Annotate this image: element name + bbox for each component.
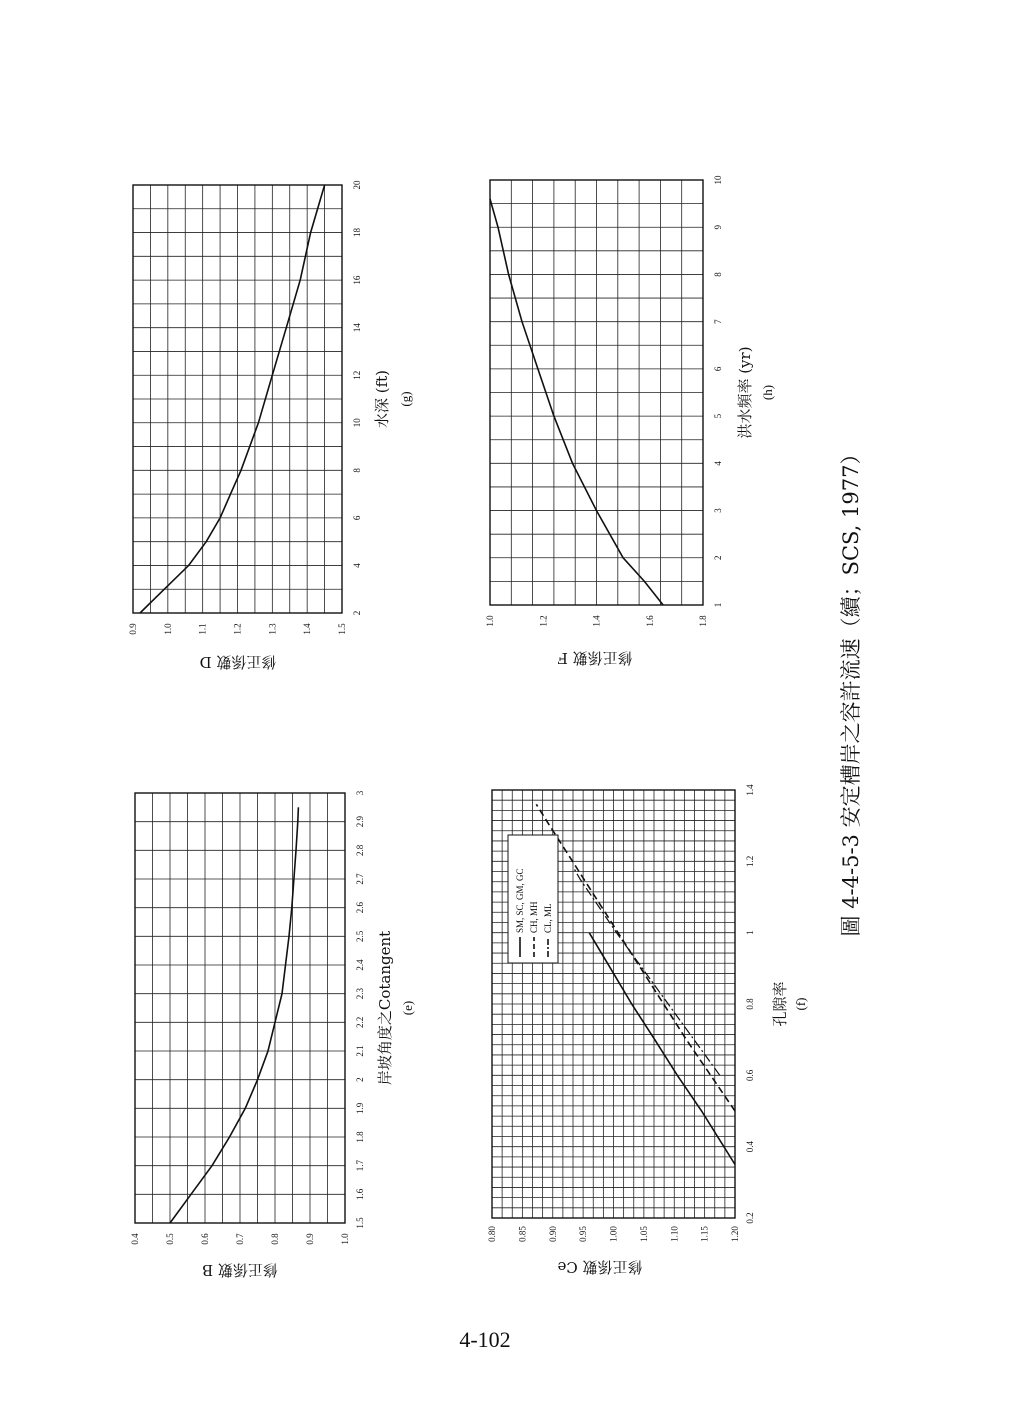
y-tick-label: 1.0 <box>485 615 495 627</box>
y-tick-label: 0.7 <box>235 1233 245 1245</box>
y-tick-label: 0.4 <box>130 1233 140 1245</box>
x-tick-label: 0.2 <box>745 1212 755 1224</box>
legend-entry: SM, SC, GM, GC <box>515 868 525 933</box>
chart-h-grid <box>490 180 703 605</box>
y-tick-label: 1.05 <box>638 1226 649 1242</box>
x-tick-label: 4 <box>713 461 723 466</box>
series-line-f-0 <box>589 933 735 1165</box>
y-tick-label: 1.2 <box>232 623 243 635</box>
x-tick-label: 14 <box>352 323 362 333</box>
figure-caption: 圖 4-4-5-3 安定槽岸之容許流速（續；SCS, 1977） <box>839 443 863 937</box>
legend-entry: CL, ML <box>543 903 553 933</box>
panel-sublabel: (f) <box>793 997 808 1011</box>
y-axis-label: 修正係數 Ce <box>557 1258 643 1276</box>
y-axis-label: 修正係數 D <box>199 653 277 671</box>
x-tick-label: 2 <box>713 555 723 561</box>
x-axis-label: 洪水頻率 (yr) <box>736 346 754 439</box>
legend-entry: CH, MH <box>529 901 539 933</box>
y-tick-label: 0.9 <box>305 1233 315 1245</box>
x-tick-label: 1.8 <box>355 1131 365 1143</box>
y-tick-label: 0.8 <box>270 1233 280 1245</box>
x-tick-label: 18 <box>352 228 362 238</box>
x-tick-label: 1.7 <box>355 1160 365 1172</box>
chart-e <box>130 790 415 1279</box>
x-tick-label: 1.9 <box>355 1102 365 1114</box>
x-tick-label: 0.4 <box>745 1141 755 1153</box>
chart-g <box>128 180 413 671</box>
x-tick-label: 2.7 <box>355 873 365 885</box>
x-tick-label: 1.4 <box>745 784 755 796</box>
y-tick-label: 1.3 <box>267 623 278 635</box>
y-axis-label: 修正係數 F <box>557 649 633 667</box>
y-tick-label: 1.4 <box>302 623 313 635</box>
y-tick-label: 0.5 <box>165 1233 175 1245</box>
y-tick-label: 1.00 <box>608 1226 619 1242</box>
page-number: 4-102 <box>459 1327 511 1352</box>
panel-sublabel: (e) <box>400 1000 415 1016</box>
x-tick-label: 20 <box>352 180 362 190</box>
x-tick-label: 7 <box>713 319 723 324</box>
x-tick-label: 3 <box>713 508 723 513</box>
x-axis-label: 岸坡角度之Cotangent <box>376 930 394 1086</box>
x-tick-label: 8 <box>352 468 362 473</box>
y-tick-label: 0.90 <box>547 1226 558 1242</box>
x-tick-label: 2 <box>355 1077 365 1082</box>
y-tick-label: 1.15 <box>699 1226 710 1242</box>
y-tick-label: 1.20 <box>730 1226 740 1242</box>
x-tick-label: 4 <box>352 563 362 568</box>
y-tick-label: 1.1 <box>197 623 208 635</box>
y-tick-label: 0.80 <box>487 1226 497 1242</box>
legend <box>508 835 558 963</box>
x-tick-label: 6 <box>352 515 362 521</box>
x-tick-label: 8 <box>713 272 723 277</box>
y-tick-label: 1.6 <box>644 615 655 627</box>
x-tick-label: 10 <box>352 418 362 428</box>
x-tick-label: 2.4 <box>355 959 365 971</box>
y-tick-label: 1.10 <box>669 1226 680 1242</box>
y-tick-label: 1.4 <box>591 615 602 627</box>
x-tick-label: 0.8 <box>745 998 755 1010</box>
y-tick-label: 1.0 <box>340 1233 350 1245</box>
x-tick-label: 5 <box>713 413 723 419</box>
x-tick-label: 2.5 <box>355 930 365 942</box>
x-tick-label: 2.9 <box>355 816 365 828</box>
x-tick-label: 1.2 <box>745 855 755 867</box>
x-tick-label: 2 <box>352 610 362 616</box>
x-tick-label: 16 <box>352 275 362 285</box>
x-tick-label: 1 <box>713 602 723 608</box>
x-tick-label: 0.6 <box>745 1069 755 1081</box>
chart-f <box>487 784 808 1276</box>
x-tick-label: 2.3 <box>355 988 365 1000</box>
chart-g-grid <box>133 185 342 613</box>
x-tick-label: 6 <box>713 366 723 372</box>
x-tick-label: 1 <box>745 930 755 935</box>
x-tick-label: 1.5 <box>355 1217 365 1229</box>
x-tick-label: 2.8 <box>355 844 365 856</box>
chart-e-grid <box>135 793 345 1223</box>
x-tick-label: 2.2 <box>355 1016 365 1028</box>
x-tick-label: 3 <box>355 790 365 796</box>
x-tick-label: 9 <box>713 224 723 230</box>
panel-sublabel: (g) <box>398 391 413 407</box>
x-axis-label: 孔隙率 <box>771 981 789 1027</box>
y-tick-label: 0.85 <box>517 1226 528 1242</box>
y-tick-label: 0.95 <box>578 1226 589 1242</box>
y-tick-label: 0.6 <box>200 1233 210 1245</box>
series-line-f-2 <box>574 869 720 1076</box>
x-tick-label: 2.6 <box>355 902 365 914</box>
y-tick-label: 1.0 <box>162 623 173 635</box>
series-line-e-0 <box>170 807 298 1223</box>
x-tick-label: 10 <box>713 175 723 185</box>
x-tick-label: 2.1 <box>355 1045 365 1057</box>
y-axis-label: 修正係數 B <box>202 1261 278 1279</box>
chart-h <box>485 175 775 667</box>
y-tick-label: 1.5 <box>337 623 347 635</box>
series-line-h-0 <box>490 199 663 605</box>
x-axis-label: 水深 (ft) <box>373 369 391 429</box>
x-tick-label: 1.6 <box>355 1188 365 1200</box>
panel-sublabel: (h) <box>760 384 775 401</box>
y-tick-label: 1.2 <box>538 615 549 627</box>
y-tick-label: 0.9 <box>128 623 138 635</box>
y-tick-label: 1.8 <box>698 615 708 627</box>
x-tick-label: 12 <box>352 370 362 380</box>
